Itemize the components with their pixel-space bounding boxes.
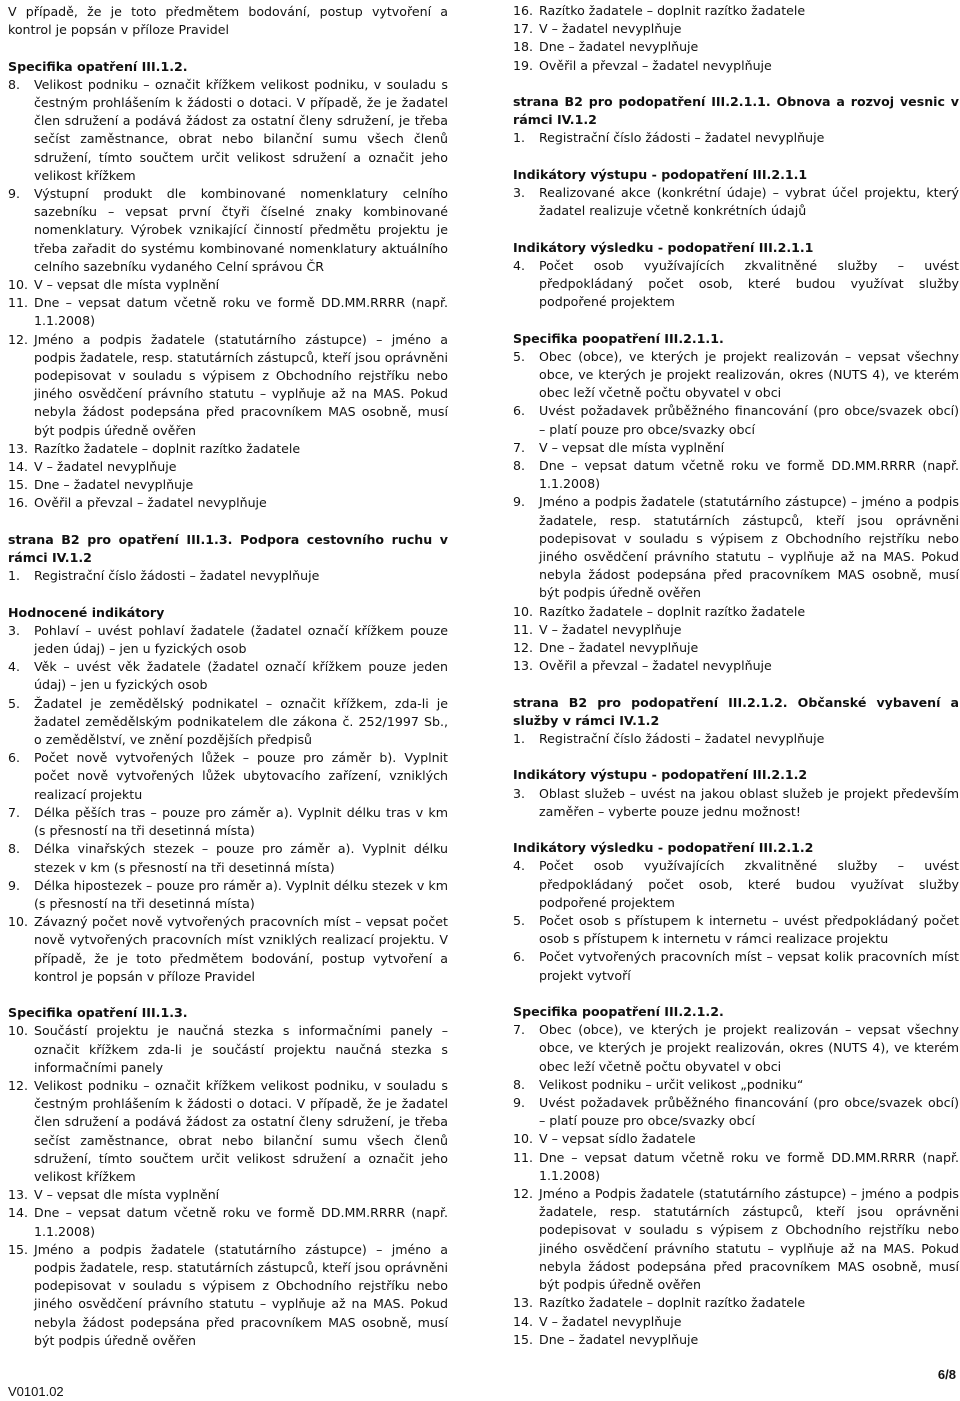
list-item-number: 12. <box>513 640 534 656</box>
list-item-text: V – žadatel nevyplňuje <box>539 1313 682 1329</box>
list-item-text: Registrační číslo žádosti – žadatel nevyplňuje <box>539 731 825 747</box>
list-item <box>8 658 448 694</box>
list-item <box>513 257 959 312</box>
list-item <box>513 439 959 457</box>
list-item-text: Věk – uvést věk žadatele (žadatel označí křížkem pouze jeden údaj) – jen u fyzických osob <box>34 659 448 693</box>
list-item-number: 11. <box>8 295 29 311</box>
list-item-text: Uvést požadavek průběžného financování (pro obce/svazek obcí) – platí pouze pro obce/svazky obcí <box>539 1095 959 1129</box>
list-item-number: 4. <box>513 257 526 273</box>
list-item-number: 6. <box>513 403 526 419</box>
spacer <box>513 75 959 93</box>
section-heading: strana B2 pro podopatření III.2.1.1. Obnova a rozvoj vesnic v rámci IV.1.2 <box>513 94 959 128</box>
list-item-number: 1. <box>513 731 526 747</box>
list-item <box>513 184 959 220</box>
list-item-text: Velikost podniku – označit křížkem velikost podniku, v souladu s čestným prohlášením k žádosti o dotaci. V případě, že je žadatel člen sdružení a podává žádost za ostatní členy sdružení, je třeba sečíst zaměstnance, obrat nebo bilanční sumu všech členů sdružení, tímto součtem určit velikost sdružení a označit jeho velikost křížkem <box>34 76 448 183</box>
list-item-text: Počet vytvořených pracovních míst – vepsat kolik pracovních míst projekt vytvoří <box>539 949 959 983</box>
list-item <box>8 1241 448 1350</box>
list-item <box>513 639 959 657</box>
list-item-number: 1. <box>8 568 21 584</box>
list-item <box>513 603 959 621</box>
list-item-number: 15. <box>8 477 29 493</box>
list-item-number: 15. <box>513 1331 534 1347</box>
list-item <box>8 331 448 440</box>
spacer <box>513 821 959 839</box>
list-item-number: 9. <box>8 877 21 893</box>
list-item-text: V – žadatel nevyplňuje <box>34 459 177 475</box>
list-item-text: Dne – žadatel nevyplňuje <box>539 1331 699 1347</box>
list-item-text: Dne – vepsat datum včetně roku ve formě DD.MM.RRRR (např. 1.1.2008) <box>34 295 448 329</box>
list-item-number: 9. <box>513 1095 526 1111</box>
list-item-text: Dne – vepsat datum včetně roku ve formě DD.MM.RRRR (např. 1.1.2008) <box>539 1149 959 1183</box>
list-item-text: Uvést požadavek průběžného financování (pro obce/svazek obcí) – platí pouze pro obce/svazky obcí <box>539 403 959 437</box>
spacer <box>513 675 959 693</box>
list-item-number: 11. <box>513 621 534 637</box>
list-item <box>513 621 959 639</box>
list-item-text: V – vepsat dle místa vyplnění <box>34 277 220 293</box>
list-item-text: Ověřil a převzal – žadatel nevyplňuje <box>34 495 267 511</box>
list-item <box>513 1331 959 1349</box>
list-item <box>8 567 448 585</box>
list-item-number: 16. <box>513 3 534 18</box>
list-item-text: Obec (obce), ve kterých je projekt realizován – vepsat všechny obce, ve kterých je projekt realizován, okres (NUTS 4), ve kterém obec leží včetně počtu obyvatel v obci <box>539 348 959 401</box>
list-item-text: Součástí projektu je naučná stezka s informačními panely – označit křížkem zda-li je součástí projektu naučná stezka s informačními panely <box>34 1023 448 1075</box>
list-item-text: Realizované akce (konkrétní údaje) – vybrat účel projektu, který žadatel realizuje včetně konkrétních údajů <box>539 185 959 219</box>
list-item <box>513 129 959 147</box>
list-item <box>513 948 959 984</box>
list-item <box>513 1094 959 1130</box>
spacer <box>513 748 959 766</box>
page-number: 6/8 <box>937 1367 956 1382</box>
list-item-number: 11. <box>513 1149 534 1165</box>
list-item <box>513 657 959 675</box>
list-item-text: Závazný počet nově vytvořených pracovních míst – vepsat počet nově vytvořených pracovních míst vzniklých realizací projektu. V případě, že je toto předmětem bodování, postup vytvoření a kontrol je popsán v příloze Pravidel <box>34 914 448 984</box>
list-item <box>8 1204 448 1240</box>
list-item-number: 3. <box>513 785 526 801</box>
list-item-number: 3. <box>8 622 21 638</box>
list-item-text: Počet osob s přístupem k internetu – uvést předpokládaný počet osob s přístupem k internetu v rámci realizace projektu <box>539 913 959 947</box>
list-item <box>8 622 448 658</box>
list-item <box>513 57 959 75</box>
list-item-text: Délka hipostezek – pouze pro ráměr a). Vyplnit délku stezek v km (s přesností na tři desetinná místa) <box>34 877 448 911</box>
list-item-number: 8. <box>8 841 21 857</box>
list-item <box>8 804 448 840</box>
left-column <box>8 0 448 1350</box>
list-item-number: 13. <box>513 658 534 674</box>
list-item <box>513 1021 959 1076</box>
list-item-text: V – žadatel nevyplňuje <box>539 21 682 37</box>
list-item-text: Pohlaví – uvést pohlaví žadatele (žadatel označí křížkem pouze jeden údaj) – jen u fyzických osob <box>34 622 448 657</box>
list-item-text: Výstupní produkt dle kombinované nomenklatury celního sazebníku – vepsat první čtyři číselné znaky kombinované nomenklatury. Výrobek vznikající činností předmětu projektu je třeba zařadit do systému kombinované nomenklatury aktuálního celního sazebníku vydaného Celní správou ČR <box>34 186 448 274</box>
list-item-number: 17. <box>513 21 534 37</box>
list-item-text: Razítko žadatele – doplnit razítko žadatele <box>539 603 806 619</box>
list-item-number: 13. <box>8 440 29 456</box>
list-item-text: Dne – žadatel nevyplňuje <box>34 477 194 493</box>
section-heading: Specifika poopatření III.2.1.2. <box>513 1004 724 1020</box>
list-item <box>8 913 448 986</box>
list-item <box>513 1149 959 1185</box>
list-item-text: Jméno a podpis žadatele (statutárního zástupce) – jméno a podpis žadatele, resp. statutárních zástupců, kteří jsou oprávněni podepisovat v souladu s výpisem z Obchodního rejstříku nebo jiného osvědčení právního statutu – vyplňuje až na MAS. Pokud nebyla žádost podepsána před pracovníkem MAS osobně, musí být podpis úředně ověřen <box>539 494 959 601</box>
section-heading: Indikátory výsledku - podopatření III.2.1.2 <box>513 840 814 856</box>
list-item-number: 7. <box>513 439 526 455</box>
list-item-number: 10. <box>8 277 29 293</box>
list-item-text: Dne – žadatel nevyplňuje <box>539 640 699 656</box>
list-item-number: 1. <box>513 130 526 146</box>
right-column <box>513 0 959 1349</box>
list-item-text: Ověřil a převzal – žadatel nevyplňuje <box>539 57 772 73</box>
list-item <box>513 20 959 38</box>
list-item <box>8 749 448 804</box>
list-item-number: 13. <box>8 1187 29 1203</box>
list-item <box>513 857 959 912</box>
section-heading: Specifika opatření III.1.2. <box>8 58 188 74</box>
list-item-text: Jméno a podpis žadatele (statutárního zástupce) – jméno a podpis žadatele, resp. statutárních zástupců, kteří jsou oprávněni podepisovat v souladu s výpisem z Obchodního rejstříku nebo jiného osvědčení právního statutu – vyplňuje až na MAS. Pokud nebyla žádost podepsána před pracovníkem MAS osobně, musí být podpis úředně ověřen <box>34 331 448 438</box>
list-item-text: V – žadatel nevyplňuje <box>539 621 682 637</box>
list-item-number: 6. <box>513 949 526 965</box>
list-item <box>513 912 959 948</box>
list-item-number: 10. <box>8 914 29 930</box>
list-item <box>513 1185 959 1294</box>
list-item <box>8 76 448 185</box>
list-item-number: 5. <box>8 695 21 711</box>
list-item <box>8 877 448 913</box>
list-item <box>8 185 448 276</box>
list-item <box>8 476 448 494</box>
spacer <box>513 148 959 166</box>
list-item <box>8 1022 448 1077</box>
list-item <box>513 2 959 20</box>
list-item-text: Dne – vepsat datum včetně roku ve formě DD.MM.RRRR (např. 1.1.2008) <box>34 1205 448 1239</box>
list-item <box>513 493 959 602</box>
section-heading: Indikátory výsledku - podopatření III.2.1.1 <box>513 239 814 255</box>
section-heading: strana B2 pro podopatření III.2.1.2. Občanské vybavení a služby v rámci IV.1.2 <box>513 694 959 728</box>
list-item-text: Velikost podniku – označit křížkem velikost podniku, v souladu s čestným prohlášením k žádosti o dotaci. V případě, že je žadatel člen sdružení a podává žádost za ostatní členy sdružení, je třeba sečíst zaměstnance, obrat nebo bilanční sumu všech členů sdružení, tímto součtem určit velikost sdružení a označit jeho velikost křížkem <box>34 1077 448 1184</box>
list-item-text: Obec (obce), ve kterých je projekt realizován – vepsat všechny obce, ve kterých je projekt realizován, okres (NUTS 4), ve kterém obec leží včetně počtu obyvatel v obci <box>539 1022 959 1074</box>
list-item <box>8 840 448 876</box>
list-item-number: 5. <box>513 348 526 364</box>
list-item <box>513 785 959 821</box>
list-item-text: Ověřil a převzal – žadatel nevyplňuje <box>539 658 772 674</box>
list-item <box>8 294 448 330</box>
list-item <box>8 494 448 512</box>
list-item <box>513 402 959 438</box>
list-item <box>513 1313 959 1331</box>
list-item-text: Počet osob využívajících zkvalitněné služby – uvést předpokládaný počet osob, které budou využívat služby podpořené projektem <box>539 257 959 310</box>
list-item <box>8 440 448 458</box>
list-item-number: 8. <box>8 76 21 92</box>
list-item-text: Délka pěších tras – pouze pro záměr a). Vyplnit délku tras v km (s přesností na tři desetinná místa) <box>34 804 448 839</box>
list-item-number: 14. <box>513 1313 534 1329</box>
list-item <box>8 276 448 294</box>
list-item-number: 10. <box>8 1023 29 1039</box>
list-item-number: 14. <box>8 1205 29 1221</box>
list-item-number: 9. <box>513 494 526 510</box>
list-item-text: Dne – vepsat datum včetně roku ve formě DD.MM.RRRR (např. 1.1.2008) <box>539 458 959 492</box>
list-item-number: 3. <box>513 185 526 200</box>
section-heading: Specifika poopatření III.2.1.1. <box>513 330 724 346</box>
list-item-number: 19. <box>513 57 534 73</box>
list-item-text: Velikost podniku – určit velikost „podniku“ <box>539 1076 804 1092</box>
list-item-text: Razítko žadatele – doplnit razítko žadatele <box>34 440 301 456</box>
section-heading: strana B2 pro opatření III.1.3. Podpora cestovního ruchu v rámci IV.1.2 <box>8 531 448 566</box>
section-heading: Hodnocené indikátory <box>8 604 165 620</box>
list-item-number: 6. <box>8 750 21 766</box>
list-item-number: 18. <box>513 39 534 55</box>
list-item-text: V – vepsat dle místa vyplnění <box>34 1187 220 1203</box>
list-item-text: Razítko žadatele – doplnit razítko žadatele <box>539 3 806 18</box>
list-item <box>8 1077 448 1186</box>
list-item-text: Oblast služeb – uvést na jakou oblast služeb je projekt především zaměřen – vyberte pouze jednu možnost! <box>539 785 959 819</box>
list-item-text: Počet osob využívajících zkvalitněné služby – uvést předpokládaný počet osob, které budou využívat služby podpořené projektem <box>539 858 959 910</box>
list-item-number: 16. <box>8 495 29 511</box>
list-item-text: V – vepsat dle místa vyplnění <box>539 439 725 455</box>
list-item <box>8 695 448 750</box>
list-item-text: Razítko žadatele – doplnit razítko žadatele <box>539 1295 806 1311</box>
list-item <box>513 38 959 56</box>
list-item-text: Dne – žadatel nevyplňuje <box>539 39 699 55</box>
list-item <box>8 458 448 476</box>
list-item-text: Registrační číslo žádosti – žadatel nevyplňuje <box>539 130 825 146</box>
list-item-number: 15. <box>8 1241 29 1257</box>
list-item <box>513 348 959 403</box>
list-item-number: 9. <box>8 186 21 202</box>
list-item-number: 7. <box>513 1022 526 1038</box>
list-item <box>8 1186 448 1204</box>
list-item-text: Počet nově vytvořených lůžek – pouze pro záměr b). Vyplnit počet nově vytvořených lůžek ubytovacího zařízení, vzniklých realizací projektu <box>34 750 448 802</box>
spacer <box>8 986 448 1004</box>
list-item-number: 12. <box>513 1186 534 1202</box>
list-item-text: Jméno a podpis žadatele (statutárního zástupce) – jméno a podpis žadatele, resp. statutárních zástupců, kteří jsou oprávněni podepisovat v souladu s výpisem z Obchodního rejstříku nebo jiného osvědčení právního statutu – vyplňuje až na MAS. Pokud nebyla žádost podepsána před pracovníkem MAS osobně, musí být podpis úředně ověřen <box>34 1241 448 1348</box>
section-heading: Indikátory výstupu - podopatření III.2.1.2 <box>513 767 808 783</box>
list-item-number: 8. <box>513 458 526 474</box>
list-item-number: 10. <box>513 1131 534 1147</box>
list-item <box>513 1130 959 1148</box>
spacer <box>8 513 448 531</box>
list-item-number: 8. <box>513 1076 526 1092</box>
paragraph: V případě, že je toto předmětem bodování, postup vytvoření a kontrol je popsán v příloze Pravidel <box>8 4 448 38</box>
list-item-number: 5. <box>513 913 526 929</box>
list-item-number: 12. <box>8 1077 29 1093</box>
spacer <box>8 39 448 57</box>
document-version: V0101.02 <box>8 1384 64 1399</box>
list-item <box>513 730 959 748</box>
list-item-number: 7. <box>8 804 21 820</box>
list-item-text: Žadatel je zemědělský podnikatel – označit křížkem, zda-li je žadatel zemědělským podnikatelem dle zákona č. 252/1997 Sb., o zemědělství, ve znění pozdějších předpisů <box>34 695 448 748</box>
list-item-text: Délka vinařských stezek – pouze pro záměr a). Vyplnit délku stezek v km (s přesností na tři desetinná místa) <box>34 841 448 875</box>
list-item <box>513 457 959 493</box>
list-item-text: Registrační číslo žádosti – žadatel nevyplňuje <box>34 568 320 584</box>
section-heading: Specifika opatření III.1.3. <box>8 1005 188 1021</box>
list-item <box>513 1294 959 1312</box>
list-item-number: 14. <box>8 459 29 475</box>
list-item-number: 10. <box>513 603 534 619</box>
list-item-text: V – vepsat sídlo žadatele <box>539 1131 696 1147</box>
spacer <box>513 220 959 238</box>
spacer <box>513 311 959 329</box>
list-item <box>513 1076 959 1094</box>
list-item-number: 4. <box>513 858 526 874</box>
list-item-number: 4. <box>8 659 21 675</box>
section-heading: Indikátory výstupu - podopatření III.2.1.1 <box>513 166 808 182</box>
list-item-number: 12. <box>8 331 29 347</box>
list-item-number: 13. <box>513 1295 534 1311</box>
list-item-text: Jméno a Podpis žadatele (statutárního zástupce) – jméno a podpis žadatele, resp. statutárních zástupců, kteří jsou oprávněni podepisovat v souladu s výpisem z Obchodního rejstříku nebo jiného osvědčení právního statutu – vyplňuje až na MAS. Pokud nebyla žádost podepsána před pracovníkem MAS osobně, musí být podpis úředně ověřen <box>539 1186 959 1293</box>
spacer <box>8 585 448 603</box>
spacer <box>513 985 959 1003</box>
